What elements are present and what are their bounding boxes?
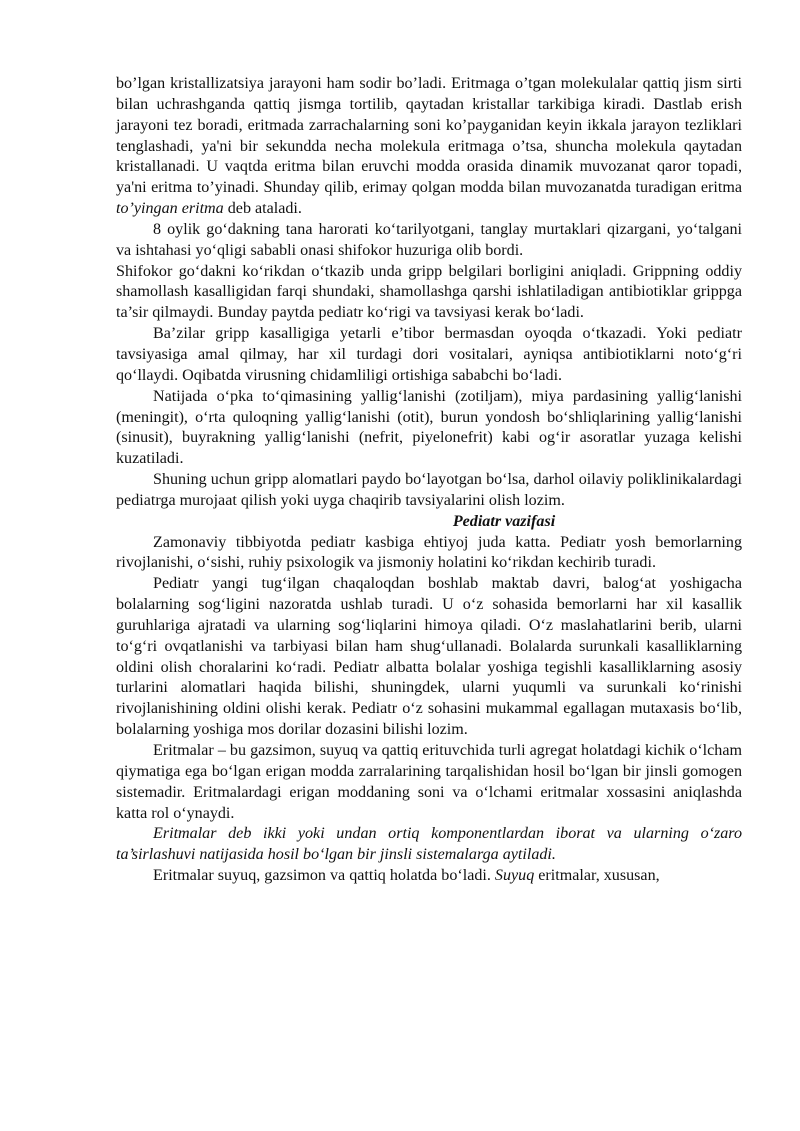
document-page bbox=[116, 74, 742, 887]
paragraph-complications: Natijada o‘pka to‘qimasining yallig‘lanishi (zotiljam), miya pardasining yallig‘lanishi (meningit), o‘rta quloqning yallig‘lanishi (otit), burun yondosh bo‘shliqlarining yallig‘lanishi (sinusit), buyrakning yallig‘lanishi (nefrit, piyelonefrit) kabi og‘ir asoratlar yuzaga kelishi kuzatiladi. bbox=[116, 387, 742, 468]
term-saturated-solution: to’yingan eritma bbox=[116, 200, 224, 218]
paragraph-doctor-exam: Shifokor go‘dakni ko‘rikdan o‘tkazib unda gripp belgilari borligini aniqladi. Grippning oddiy shamollash kasalligidan farqi shundaki, shamollashga qarshi ishlatiladigan antibiotiklar grippga ta’sir qilmaydi. Bunday paytda pediatr ko‘rigi va tavsiyasi kerak bo‘ladi. bbox=[116, 262, 742, 322]
paragraph-solution-states: Eritmalar suyuq, gazsimon va qattiq holatda bo‘ladi. Suyuq eritmalar, xususan, bbox=[153, 867, 660, 885]
paragraph-solutions-italic-definition: Eritmalar deb ikki yoki undan ortiq komponentlardan iborat va ularning o‘zaro ta’sirlashuvi natijasida hosil bo‘lgan bir jinsli sistemalarga aytiladi. bbox=[116, 825, 742, 864]
paragraph-advice: Shuning uchun gripp alomatlari paydo bo‘layotgan bo‘lsa, darhol oilaviy poliklinikalardagi pediatrga murojaat qilish yoki uyga chaqirib tavsiyalarini olish lozim. bbox=[116, 471, 742, 509]
paragraph-solutions-definition: Eritmalar – bu gazsimon, suyuq va qattiq erituvchida turli agregat holatdagi kichik o‘lcham qiymatiga ega bo‘lgan erigan modda zarralarining tarqalishidan hosil bo‘lgan bir jinsli gomogen sistemadir. Eritmalardagi erigan moddaning soni va o‘lchami eritmalar xossasini aniqlashda katta rol o‘ynaydi. bbox=[116, 742, 742, 822]
paragraph-neglect: Ba’zilar gripp kasalligiga yetarli e’tibor bermasdan oyoqda o‘tkazadi. Yoki pediatr tavsiyasiga amal qilmay, har xil turdagi dori vositalari, ayniqsa antibiotiklarni noto‘g‘ri qo‘llaydi. Oqibatda virusning chidamliligi ortishiga sababchi bo‘ladi. bbox=[116, 325, 742, 384]
section-heading: Pediatr vazifasi bbox=[452, 512, 556, 530]
paragraph-pediatrician-duties: Pediatr yangi tug‘ilgan chaqaloqdan boshlab maktab davri, balog‘at yoshigacha bolalarning sog‘ligini nazoratda ushlab turadi. U o‘z sohasida bemorlarni har xil kasallik guruhlariga ajratadi va ularning sog‘liqlarini himoya qiladi. O‘z maslahatlarini berib, ularni to‘g‘ri ovqatlanishi va tarbiyasi bilan ham shug‘ullanadi. Bolalarda surunkali kasalliklarning oldini olish choralarini ko‘radi. Pediatr albatta bolalar yoshiga tegishli kasalliklarning asosiy turlarini alomatlari haqida bilishi, shuningdek, ularni yuqumli va surunkali ko‘rinishi rivojlanishining oldini olishi kerak. Pediatr o‘z sohasini mukammal egallagan mutaxasis bo‘lib, bolalarning yoshiga mos dorilar dozasini bilishi lozim. bbox=[116, 575, 742, 739]
paragraph-infant-case: 8 oylik go‘dakning tana harorati ko‘tarilyotgani, tanglay murtaklari qizargani, yo‘talgani va ishtahasi yo‘qligi sababli onasi shifokor huzuriga olib bordi. bbox=[116, 220, 742, 259]
paragraph-crystallization: bo’lgan kristallizatsiya jarayoni ham sodir bo’ladi. Eritmaga o’tgan molekulalar qattiq jism sirti bilan uchrashganda qattiq jismga tortilib, qaytadan kristallar tarkibiga kiradi. Dastlab erish jarayoni tez boradi, eritmada zarrachalarning soni ko’payganidan keyin ikkala jarayon tezliklari tenglashadi, ya'ni bir sekundda necha molekula eritmaga o’tsa, shuncha molekula qaytadan kristallanadi. U vaqtda eritma bilan eruvchi modda orasida dinamik muvozanat qaror topadi, ya'ni eritma to’yinadi. Shunday qilib, erimay qolgan modda bilan muvozanatda turadigan eritma to’yingan eritma deb ataladi. bbox=[116, 75, 742, 218]
term-liquid: Suyuq bbox=[494, 867, 535, 885]
paragraph-pediatrician-need: Zamonaviy tibbiyotda pediatr kasbiga ehtiyoj juda katta. Pediatr yosh bemorlarning rivojlanishi, o‘sishi, ruhiy psixologik va jismoniy holatini ko‘rikdan kechirib turadi. bbox=[116, 533, 742, 572]
